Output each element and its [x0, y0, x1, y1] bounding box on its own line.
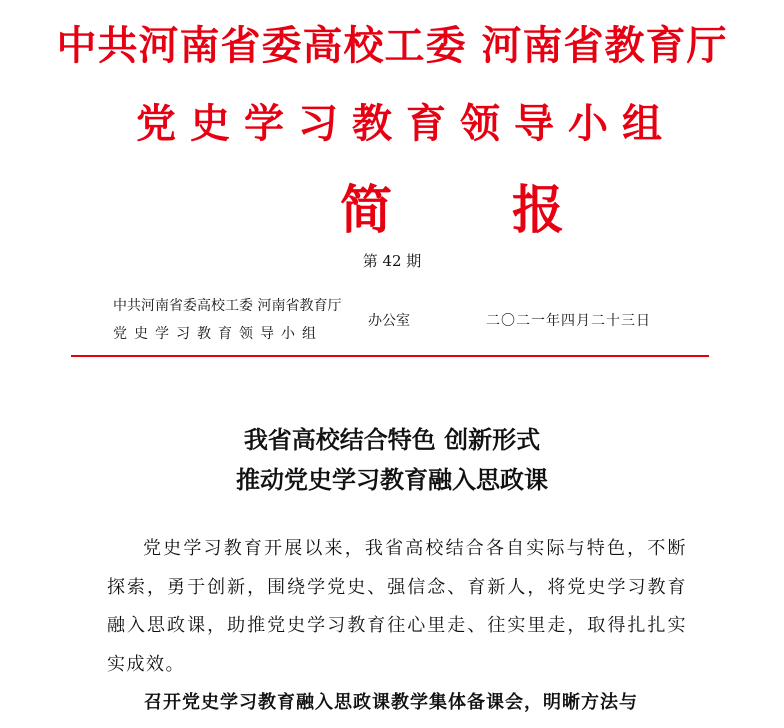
masthead-title: 简报: [339, 180, 684, 241]
sender-group: 党史学习教育领导小组: [113, 326, 323, 342]
issue-date: 二〇二一年四月二十三日: [486, 313, 651, 329]
article-paragraph: 党史学习教育开展以来，我省高校结合各自实际与特色，不断探索，勇于创新，围绕学党史、强信念、育新人，将党史学习教育融入思政课，助推党史学习教育往心里走、往实里走，取得扎扎实实成效。: [107, 538, 687, 675]
red-divider: [71, 355, 709, 357]
issue-number: 第 42 期: [362, 252, 422, 270]
article-subheading: 召开党史学习教育融入思政课教学集体备课会，明晰方法与: [144, 692, 638, 713]
article-title-line-1: 我省高校结合特色 创新形式: [243, 426, 541, 454]
masthead-organization: 中共河南省委高校工委 河南省教育厅: [56, 22, 728, 69]
sender-organization: 中共河南省委高校工委 河南省教育厅: [113, 298, 342, 314]
masthead-group: 党史学习教育领导小组: [136, 100, 676, 147]
sender-office: 办公室: [368, 313, 410, 329]
article-title-line-2: 推动党史学习教育融入思政课: [236, 466, 548, 494]
